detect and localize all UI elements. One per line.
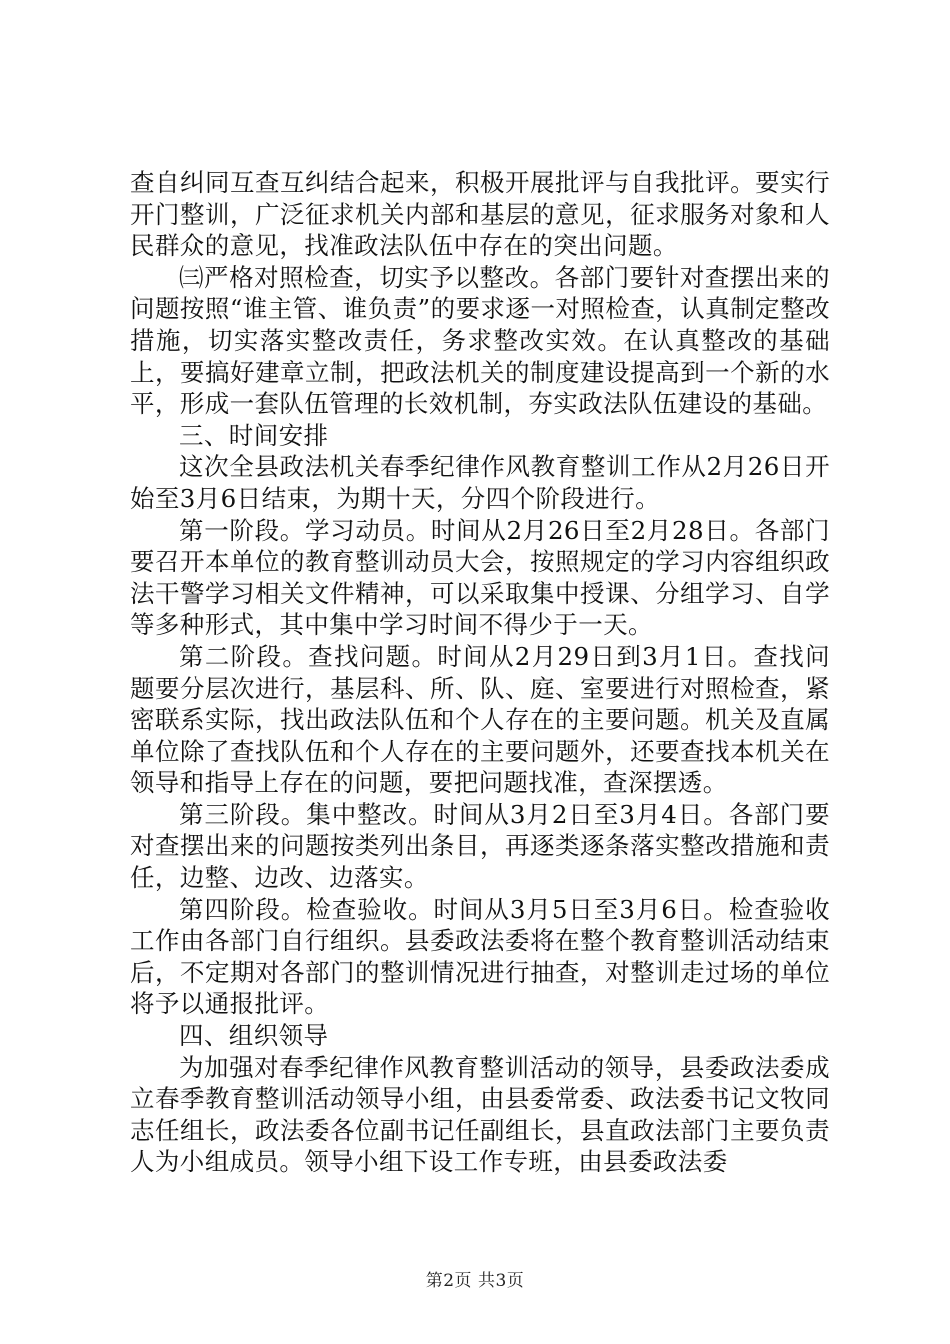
paragraph-rectification: ㈢严格对照检查，切实予以整改。各部门要针对查摆出来的问题按照“谁主管、谁负责”的要求逐一对照检查，认真制定整改措施，切实落实整改责任，务求整改实效。在认真整改的基础上，要搞好建章立制，把政法机关的制度建设提高到一个新的水平，形成一套队伍管理的长效机制，夯实政法队伍建设的基础。 xyxy=(130,262,830,419)
paragraph-continuation: 查自纠同互查互纠结合起来，积极开展批评与自我批评。要实行开门整训，广泛征求机关内部和基层的意见，征求服务对象和人民群众的意见，找准政法队伍中存在的突出问题。 xyxy=(130,168,830,261)
page-number-footer: 第2页 共3页 xyxy=(425,1271,525,1291)
paragraph-schedule-overview: 这次全县政法机关春季纪律作风教育整训工作从2月26日开始至3月6日结束，为期十天，分四个阶段进行。 xyxy=(130,452,830,513)
section-heading-leadership: 四、组织领导 xyxy=(179,1021,329,1051)
paragraph-phase-three: 第三阶段。集中整改。时间从3月2日至3月4日。各部门要对查摆出来的问题按类列出条目，再逐类逐条落实整改措施和责任，边整、边改、边落实。 xyxy=(130,799,830,893)
document-body xyxy=(130,167,830,1178)
paragraph-leadership: 为加强对春季纪律作风教育整训活动的领导，县委政法委成立春季教育整训活动领导小组，由县委常委、政法委书记文牧同志任组长，政法委各位副书记任副组长，县直政法部门主要负责人为小组成员。领导小组下设工作专班，由县委政法委 xyxy=(130,1052,830,1177)
section-heading-schedule: 三、时间安排 xyxy=(179,420,329,450)
paragraph-phase-one: 第一阶段。学习动员。时间从2月26日至2月28日。各部门要召开本单位的教育整训动员大会，按照规定的学习内容组织政法干警学习相关文件精神，可以采取集中授课、分组学习、自学等多种形式，其中集中学习时间不得少于一天。 xyxy=(130,515,830,640)
paragraph-phase-two: 第二阶段。查找问题。时间从2月29日到3月1日。查找问题要分层次进行，基层科、所、队、庭、室要进行对照检查，紧密联系实际，找出政法队伍和个人存在的主要问题。机关及直属单位除了查找队伍和个人存在的主要问题外，还要查找本机关在领导和指导上存在的问题，要把问题找准，查深摆透。 xyxy=(130,641,830,798)
paragraph-phase-four: 第四阶段。检查验收。时间从3月5日至3月6日。检查验收工作由各部门自行组织。县委政法委将在整个教育整训活动结束后，不定期对各部门的整训情况进行抽查，对整训走过场的单位将予以通报批评。 xyxy=(130,894,830,1019)
